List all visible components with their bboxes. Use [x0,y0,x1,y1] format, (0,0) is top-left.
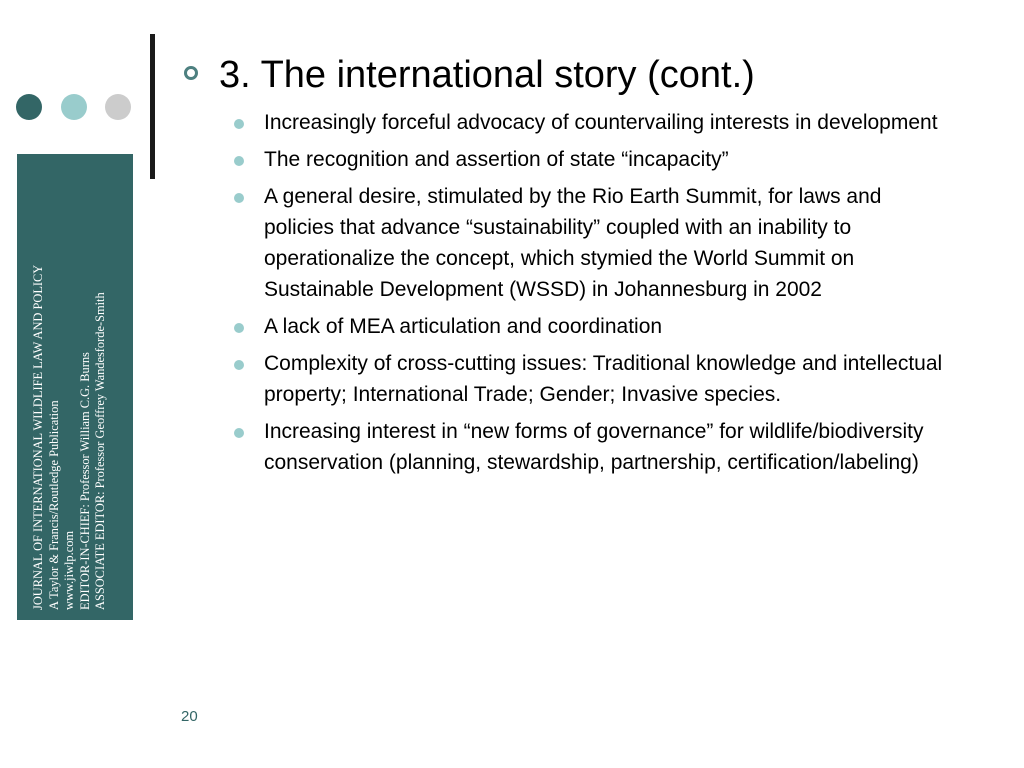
decorative-dot-gray [105,94,131,120]
journal-info [17,154,133,620]
journal-title-line: JOURNAL OF INTERNATIONAL WILDLIFE LAW AND POLICY [31,264,45,610]
bullet-text: Increasingly forceful advocacy of countervailing interests in development [264,111,938,134]
list-item [232,107,952,138]
list-item [232,181,952,305]
bullet-icon [234,323,244,333]
publisher-line: A Taylor & Francis/Routledge Publication [46,400,61,610]
bullet-icon [234,428,244,438]
list-item [232,348,952,410]
associate-editor-line: ASSOCIATE EDITOR: Professor Geoffrey Wandesforde-Smith [93,292,108,610]
bullet-icon [234,119,244,129]
title-bullet-icon [184,66,198,80]
bullet-text: The recognition and assertion of state “incapacity” [264,148,729,171]
bullet-text: Complexity of cross-cutting issues: Traditional knowledge and intellectual property; International Trade; Gender; Invasive species. [264,352,943,406]
journal-side-panel [17,154,133,620]
bullet-text: A lack of MEA articulation and coordination [264,315,663,338]
list-item [232,311,952,342]
list-item [232,416,952,478]
title-divider-line [150,34,155,179]
list-item [232,144,952,175]
bullet-icon [234,193,244,203]
decorative-dot-light [61,94,87,120]
bullet-icon [234,360,244,370]
decorative-dot-dark [16,94,42,120]
bullet-text: Increasing interest in “new forms of governance” for wildlife/biodiversity conservation (planning, stewardship, partnership, certification/labeling) [264,420,924,474]
slide-title-text: 3. The international story (cont.) [219,54,755,96]
website-line: www.jiwlp.com [62,530,77,610]
bullet-text: A general desire, stimulated by the Rio Earth Summit, for laws and policies that advance “sustainability” coupled with an inability to operationalize the concept, which stymied the World Summit on Sustainable Development (WSSD) in Johannesburg in 2002 [264,185,882,301]
page-number: 20 [181,708,198,725]
editor-in-chief-line: EDITOR-IN-CHIEF: Professor William C.G. Burns [77,352,92,610]
slide-title [184,52,1004,98]
bullet-icon [234,156,244,166]
bullet-list [232,107,952,484]
